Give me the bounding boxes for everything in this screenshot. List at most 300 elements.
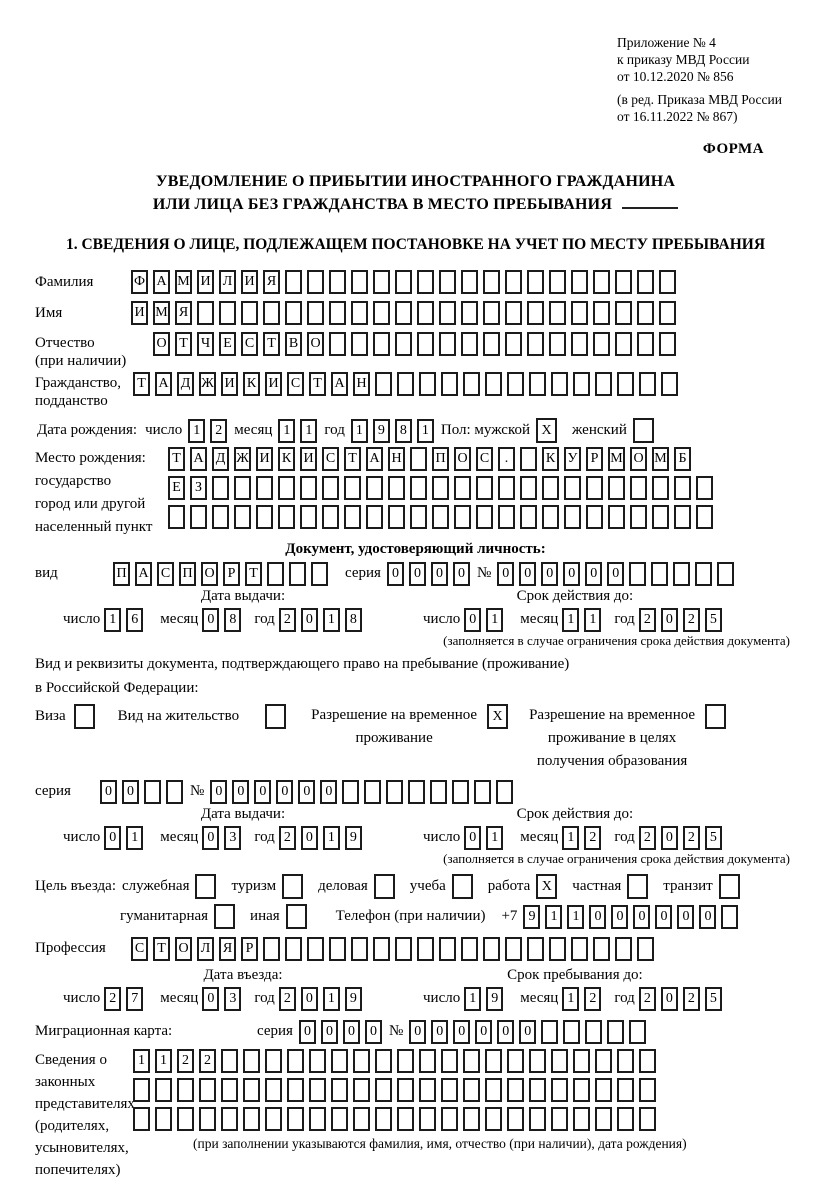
- purpose-option-other[interactable]: иная: [250, 904, 312, 929]
- form-cell[interactable]: 9: [523, 905, 540, 929]
- form-cell[interactable]: [344, 505, 361, 529]
- form-cell[interactable]: [607, 1020, 624, 1044]
- form-cell[interactable]: 1: [464, 987, 481, 1011]
- form-cell[interactable]: 0: [497, 562, 514, 586]
- form-cell[interactable]: [307, 270, 324, 294]
- form-cell[interactable]: [630, 476, 647, 500]
- form-cell[interactable]: 1: [278, 419, 295, 443]
- form-cell[interactable]: 2: [279, 826, 296, 850]
- form-cell[interactable]: [395, 270, 412, 294]
- form-cell[interactable]: К: [278, 447, 295, 471]
- form-cell[interactable]: [505, 270, 522, 294]
- form-cell[interactable]: 0: [633, 905, 650, 929]
- form-cell[interactable]: И: [265, 372, 282, 396]
- form-cell[interactable]: [329, 937, 346, 961]
- form-cell[interactable]: 1: [104, 608, 121, 632]
- form-cell[interactable]: [593, 332, 610, 356]
- form-cell[interactable]: [417, 270, 434, 294]
- form-cell[interactable]: 2: [279, 987, 296, 1011]
- form-cell[interactable]: [300, 505, 317, 529]
- form-cell[interactable]: 0: [677, 905, 694, 929]
- form-cell[interactable]: [595, 1107, 612, 1131]
- form-cell[interactable]: 0: [387, 562, 404, 586]
- form-cell[interactable]: 0: [301, 608, 318, 632]
- form-cell[interactable]: 0: [301, 826, 318, 850]
- form-cell[interactable]: Д: [212, 447, 229, 471]
- form-cell[interactable]: [652, 476, 669, 500]
- form-cell[interactable]: 0: [607, 562, 624, 586]
- form-cell[interactable]: Т: [133, 372, 150, 396]
- form-cell[interactable]: [593, 270, 610, 294]
- form-cell[interactable]: [395, 301, 412, 325]
- form-cell[interactable]: 0: [365, 1020, 382, 1044]
- form-cell[interactable]: [307, 301, 324, 325]
- purpose-humanitarian-checkbox[interactable]: [214, 904, 240, 929]
- form-cell[interactable]: [529, 1078, 546, 1102]
- form-cell[interactable]: И: [131, 301, 148, 325]
- form-cell[interactable]: [342, 780, 359, 804]
- form-cell[interactable]: [417, 937, 434, 961]
- residence-permit-checkbox[interactable]: [265, 704, 291, 729]
- form-cell[interactable]: [586, 476, 603, 500]
- form-cell[interactable]: [311, 562, 328, 586]
- form-cell[interactable]: [529, 372, 546, 396]
- form-cell[interactable]: [498, 476, 515, 500]
- form-cell[interactable]: 2: [177, 1049, 194, 1073]
- form-cell[interactable]: 1: [126, 826, 143, 850]
- form-cell[interactable]: [615, 937, 632, 961]
- form-cell[interactable]: 2: [683, 987, 700, 1011]
- form-cell[interactable]: Р: [241, 937, 258, 961]
- purpose-official-checkbox[interactable]: [195, 874, 221, 899]
- purpose-option-transit[interactable]: транзит: [663, 874, 744, 899]
- form-cell[interactable]: 1: [351, 419, 368, 443]
- form-cell[interactable]: [637, 332, 654, 356]
- form-cell[interactable]: [505, 332, 522, 356]
- form-cell[interactable]: А: [366, 447, 383, 471]
- form-cell[interactable]: [551, 1078, 568, 1102]
- form-cell[interactable]: [573, 1107, 590, 1131]
- form-cell[interactable]: 0: [409, 562, 426, 586]
- form-cell[interactable]: [573, 372, 590, 396]
- form-cell[interactable]: [549, 937, 566, 961]
- form-cell[interactable]: [265, 1049, 282, 1073]
- form-cell[interactable]: [155, 1107, 172, 1131]
- form-cell[interactable]: 0: [519, 1020, 536, 1044]
- form-cell[interactable]: [190, 505, 207, 529]
- form-cell[interactable]: [674, 505, 691, 529]
- form-cell[interactable]: [627, 874, 648, 899]
- form-cell[interactable]: 9: [486, 987, 503, 1011]
- form-cell[interactable]: [243, 1049, 260, 1073]
- form-cell[interactable]: 2: [683, 826, 700, 850]
- form-cell[interactable]: 2: [584, 987, 601, 1011]
- form-cell[interactable]: [408, 780, 425, 804]
- form-cell[interactable]: [629, 562, 646, 586]
- form-cell[interactable]: [483, 301, 500, 325]
- form-cell[interactable]: [307, 937, 324, 961]
- form-cell[interactable]: 1: [486, 826, 503, 850]
- form-cell[interactable]: У: [564, 447, 581, 471]
- form-cell[interactable]: [168, 505, 185, 529]
- form-cell[interactable]: [633, 418, 654, 443]
- form-cell[interactable]: [388, 476, 405, 500]
- form-cell[interactable]: 0: [202, 608, 219, 632]
- form-cell[interactable]: [282, 874, 303, 899]
- form-cell[interactable]: [375, 1107, 392, 1131]
- form-cell[interactable]: Я: [175, 301, 192, 325]
- sex-female-checkbox[interactable]: [633, 418, 659, 443]
- form-cell[interactable]: [527, 270, 544, 294]
- form-cell[interactable]: И: [197, 270, 214, 294]
- form-cell[interactable]: [617, 1049, 634, 1073]
- form-cell[interactable]: [219, 301, 236, 325]
- form-cell[interactable]: [234, 476, 251, 500]
- form-cell[interactable]: [322, 476, 339, 500]
- form-cell[interactable]: [452, 780, 469, 804]
- form-cell[interactable]: [419, 1049, 436, 1073]
- phone-cells[interactable]: [523, 905, 743, 929]
- form-cell[interactable]: 9: [373, 419, 390, 443]
- purpose-option-tourism[interactable]: туризм: [231, 874, 308, 899]
- purpose-option-study[interactable]: учеба: [410, 874, 478, 899]
- form-cell[interactable]: О: [454, 447, 471, 471]
- form-cell[interactable]: 5: [705, 608, 722, 632]
- form-cell[interactable]: [585, 1020, 602, 1044]
- form-cell[interactable]: [483, 937, 500, 961]
- form-cell[interactable]: [419, 372, 436, 396]
- form-cell[interactable]: [344, 476, 361, 500]
- form-cell[interactable]: 0: [563, 562, 580, 586]
- temp-permit-checkbox[interactable]: [487, 704, 513, 729]
- form-cell[interactable]: [329, 332, 346, 356]
- form-cell[interactable]: [265, 1107, 282, 1131]
- form-cell[interactable]: [419, 1107, 436, 1131]
- form-cell[interactable]: [263, 301, 280, 325]
- purpose-option-work[interactable]: работа X: [488, 874, 563, 899]
- form-cell[interactable]: [705, 704, 726, 729]
- form-cell[interactable]: [673, 562, 690, 586]
- form-cell[interactable]: [571, 937, 588, 961]
- form-cell[interactable]: [696, 505, 713, 529]
- form-cell[interactable]: [651, 562, 668, 586]
- form-cell[interactable]: М: [652, 447, 669, 471]
- form-cell[interactable]: [615, 270, 632, 294]
- form-cell[interactable]: А: [135, 562, 152, 586]
- form-cell[interactable]: 0: [464, 826, 481, 850]
- form-cell[interactable]: А: [190, 447, 207, 471]
- form-cell[interactable]: [366, 505, 383, 529]
- form-cell[interactable]: 0: [453, 1020, 470, 1044]
- form-cell[interactable]: 0: [104, 826, 121, 850]
- form-cell[interactable]: [454, 476, 471, 500]
- form-cell[interactable]: [637, 270, 654, 294]
- form-cell[interactable]: С: [287, 372, 304, 396]
- form-cell[interactable]: Д: [177, 372, 194, 396]
- form-cell[interactable]: [541, 1020, 558, 1044]
- form-cell[interactable]: 0: [464, 608, 481, 632]
- form-cell[interactable]: 3: [224, 987, 241, 1011]
- form-cell[interactable]: [331, 1049, 348, 1073]
- form-cell[interactable]: [615, 301, 632, 325]
- form-cell[interactable]: И: [256, 447, 273, 471]
- purpose-tourism-checkbox[interactable]: [282, 874, 308, 899]
- form-cell[interactable]: [309, 1107, 326, 1131]
- form-cell[interactable]: [474, 780, 491, 804]
- form-cell[interactable]: [527, 332, 544, 356]
- form-cell[interactable]: Я: [219, 937, 236, 961]
- form-cell[interactable]: [639, 372, 656, 396]
- form-cell[interactable]: [221, 1078, 238, 1102]
- form-cell[interactable]: П: [179, 562, 196, 586]
- form-cell[interactable]: [485, 1049, 502, 1073]
- form-cell[interactable]: [527, 301, 544, 325]
- form-cell[interactable]: [549, 270, 566, 294]
- form-cell[interactable]: [593, 301, 610, 325]
- form-cell[interactable]: [395, 937, 412, 961]
- edu-permit-option[interactable]: [523, 704, 731, 773]
- temp-permit-option[interactable]: [305, 704, 513, 750]
- form-cell[interactable]: [461, 301, 478, 325]
- form-cell[interactable]: [549, 332, 566, 356]
- form-cell[interactable]: [397, 372, 414, 396]
- form-cell[interactable]: [300, 476, 317, 500]
- form-cell[interactable]: О: [307, 332, 324, 356]
- form-cell[interactable]: Ф: [131, 270, 148, 294]
- form-cell[interactable]: [133, 1078, 150, 1102]
- form-cell[interactable]: [419, 1078, 436, 1102]
- form-cell[interactable]: С: [322, 447, 339, 471]
- form-cell[interactable]: Н: [388, 447, 405, 471]
- form-cell[interactable]: [441, 1107, 458, 1131]
- form-cell[interactable]: [221, 1107, 238, 1131]
- form-cell[interactable]: [507, 372, 524, 396]
- form-cell[interactable]: [439, 937, 456, 961]
- form-cell[interactable]: [542, 505, 559, 529]
- form-cell[interactable]: 1: [545, 905, 562, 929]
- form-cell[interactable]: [351, 301, 368, 325]
- form-cell[interactable]: Ч: [197, 332, 214, 356]
- form-cell[interactable]: [386, 780, 403, 804]
- form-cell[interactable]: [571, 332, 588, 356]
- form-cell[interactable]: 0: [232, 780, 249, 804]
- form-cell[interactable]: [639, 1107, 656, 1131]
- form-cell[interactable]: 1: [584, 608, 601, 632]
- purpose-option-official[interactable]: служебная: [122, 874, 222, 899]
- form-cell[interactable]: [483, 270, 500, 294]
- form-cell[interactable]: [463, 1049, 480, 1073]
- form-cell[interactable]: [659, 301, 676, 325]
- form-cell[interactable]: [615, 332, 632, 356]
- form-cell[interactable]: [564, 476, 581, 500]
- form-cell[interactable]: [719, 874, 740, 899]
- form-cell[interactable]: [309, 1049, 326, 1073]
- form-cell[interactable]: [461, 937, 478, 961]
- form-cell[interactable]: [177, 1107, 194, 1131]
- form-cell[interactable]: [573, 1078, 590, 1102]
- form-cell[interactable]: [430, 780, 447, 804]
- form-cell[interactable]: [289, 562, 306, 586]
- form-cell[interactable]: 0: [585, 562, 602, 586]
- form-cell[interactable]: [351, 270, 368, 294]
- form-cell[interactable]: X: [487, 704, 508, 729]
- form-cell[interactable]: [520, 505, 537, 529]
- purpose-other-checkbox[interactable]: [286, 904, 312, 929]
- form-cell[interactable]: 0: [321, 1020, 338, 1044]
- form-cell[interactable]: 2: [683, 608, 700, 632]
- form-cell[interactable]: К: [542, 447, 559, 471]
- form-cell[interactable]: 0: [541, 562, 558, 586]
- form-cell[interactable]: [417, 332, 434, 356]
- form-cell[interactable]: 2: [639, 987, 656, 1011]
- form-cell[interactable]: [133, 1107, 150, 1131]
- form-cell[interactable]: Т: [245, 562, 262, 586]
- form-cell[interactable]: О: [153, 332, 170, 356]
- form-cell[interactable]: Т: [263, 332, 280, 356]
- form-cell[interactable]: Т: [168, 447, 185, 471]
- form-cell[interactable]: [498, 505, 515, 529]
- visa-checkbox[interactable]: [74, 704, 100, 729]
- form-cell[interactable]: [265, 1078, 282, 1102]
- form-cell[interactable]: Л: [197, 937, 214, 961]
- form-cell[interactable]: 0: [100, 780, 117, 804]
- form-cell[interactable]: 0: [276, 780, 293, 804]
- form-cell[interactable]: 2: [584, 826, 601, 850]
- form-cell[interactable]: [463, 372, 480, 396]
- form-cell[interactable]: [441, 372, 458, 396]
- form-cell[interactable]: 9: [345, 826, 362, 850]
- form-cell[interactable]: 0: [298, 780, 315, 804]
- form-cell[interactable]: [595, 1049, 612, 1073]
- form-cell[interactable]: 0: [301, 987, 318, 1011]
- form-cell[interactable]: 2: [639, 608, 656, 632]
- form-cell[interactable]: 0: [661, 826, 678, 850]
- form-cell[interactable]: [364, 780, 381, 804]
- form-cell[interactable]: [461, 270, 478, 294]
- form-cell[interactable]: [278, 476, 295, 500]
- form-cell[interactable]: С: [131, 937, 148, 961]
- form-cell[interactable]: [197, 301, 214, 325]
- form-cell[interactable]: [353, 1107, 370, 1131]
- purpose-study-checkbox[interactable]: [452, 874, 478, 899]
- form-cell[interactable]: [177, 1078, 194, 1102]
- form-cell[interactable]: [629, 1020, 646, 1044]
- form-cell[interactable]: 0: [589, 905, 606, 929]
- form-cell[interactable]: 0: [431, 1020, 448, 1044]
- form-cell[interactable]: [439, 301, 456, 325]
- form-cell[interactable]: [285, 270, 302, 294]
- form-cell[interactable]: 1: [323, 826, 340, 850]
- form-cell[interactable]: [439, 332, 456, 356]
- form-cell[interactable]: 8: [224, 608, 241, 632]
- form-cell[interactable]: [439, 270, 456, 294]
- form-cell[interactable]: А: [155, 372, 172, 396]
- form-cell[interactable]: [593, 937, 610, 961]
- form-cell[interactable]: [696, 476, 713, 500]
- form-cell[interactable]: [285, 301, 302, 325]
- edu-permit-checkbox[interactable]: [705, 704, 731, 729]
- residence-permit-option[interactable]: [118, 704, 291, 729]
- form-cell[interactable]: [234, 505, 251, 529]
- form-cell[interactable]: [375, 1078, 392, 1102]
- form-cell[interactable]: [507, 1049, 524, 1073]
- form-cell[interactable]: Ж: [234, 447, 251, 471]
- form-cell[interactable]: 1: [562, 987, 579, 1011]
- form-cell[interactable]: [278, 505, 295, 529]
- form-cell[interactable]: [265, 704, 286, 729]
- form-cell[interactable]: [366, 476, 383, 500]
- form-cell[interactable]: 0: [661, 987, 678, 1011]
- form-cell[interactable]: [507, 1078, 524, 1102]
- form-cell[interactable]: Б: [674, 447, 691, 471]
- form-cell[interactable]: [373, 301, 390, 325]
- form-cell[interactable]: [507, 1107, 524, 1131]
- form-cell[interactable]: 0: [497, 1020, 514, 1044]
- form-cell[interactable]: [373, 270, 390, 294]
- form-cell[interactable]: [256, 476, 273, 500]
- form-cell[interactable]: [353, 1049, 370, 1073]
- form-cell[interactable]: Н: [353, 372, 370, 396]
- form-cell[interactable]: 1: [300, 419, 317, 443]
- form-cell[interactable]: 0: [453, 562, 470, 586]
- form-cell[interactable]: 1: [567, 905, 584, 929]
- form-cell[interactable]: [329, 301, 346, 325]
- form-cell[interactable]: А: [331, 372, 348, 396]
- form-cell[interactable]: [542, 476, 559, 500]
- form-cell[interactable]: [212, 505, 229, 529]
- form-cell[interactable]: 0: [299, 1020, 316, 1044]
- form-cell[interactable]: [322, 505, 339, 529]
- form-cell[interactable]: [564, 505, 581, 529]
- form-cell[interactable]: [388, 505, 405, 529]
- form-cell[interactable]: [221, 1049, 238, 1073]
- form-cell[interactable]: [263, 937, 280, 961]
- form-cell[interactable]: [721, 905, 738, 929]
- form-cell[interactable]: [286, 904, 307, 929]
- form-cell[interactable]: [417, 301, 434, 325]
- form-cell[interactable]: [287, 1049, 304, 1073]
- form-cell[interactable]: 1: [562, 608, 579, 632]
- form-cell[interactable]: [243, 1078, 260, 1102]
- form-cell[interactable]: [441, 1078, 458, 1102]
- form-cell[interactable]: М: [153, 301, 170, 325]
- sex-male-checkbox[interactable]: [536, 418, 562, 443]
- form-cell[interactable]: [485, 1107, 502, 1131]
- form-cell[interactable]: О: [201, 562, 218, 586]
- form-cell[interactable]: [529, 1107, 546, 1131]
- form-cell[interactable]: [329, 270, 346, 294]
- form-cell[interactable]: П: [113, 562, 130, 586]
- form-cell[interactable]: [374, 874, 395, 899]
- form-cell[interactable]: 5: [705, 826, 722, 850]
- form-cell[interactable]: [351, 937, 368, 961]
- form-cell[interactable]: 5: [705, 987, 722, 1011]
- form-cell[interactable]: П: [432, 447, 449, 471]
- form-cell[interactable]: [309, 1078, 326, 1102]
- form-cell[interactable]: [373, 332, 390, 356]
- form-cell[interactable]: 0: [699, 905, 716, 929]
- form-cell[interactable]: 0: [210, 780, 227, 804]
- form-cell[interactable]: [351, 332, 368, 356]
- form-cell[interactable]: О: [630, 447, 647, 471]
- form-cell[interactable]: В: [285, 332, 302, 356]
- form-cell[interactable]: [717, 562, 734, 586]
- form-cell[interactable]: .: [498, 447, 515, 471]
- form-cell[interactable]: [652, 505, 669, 529]
- form-cell[interactable]: [505, 937, 522, 961]
- form-cell[interactable]: Т: [175, 332, 192, 356]
- form-cell[interactable]: 0: [519, 562, 536, 586]
